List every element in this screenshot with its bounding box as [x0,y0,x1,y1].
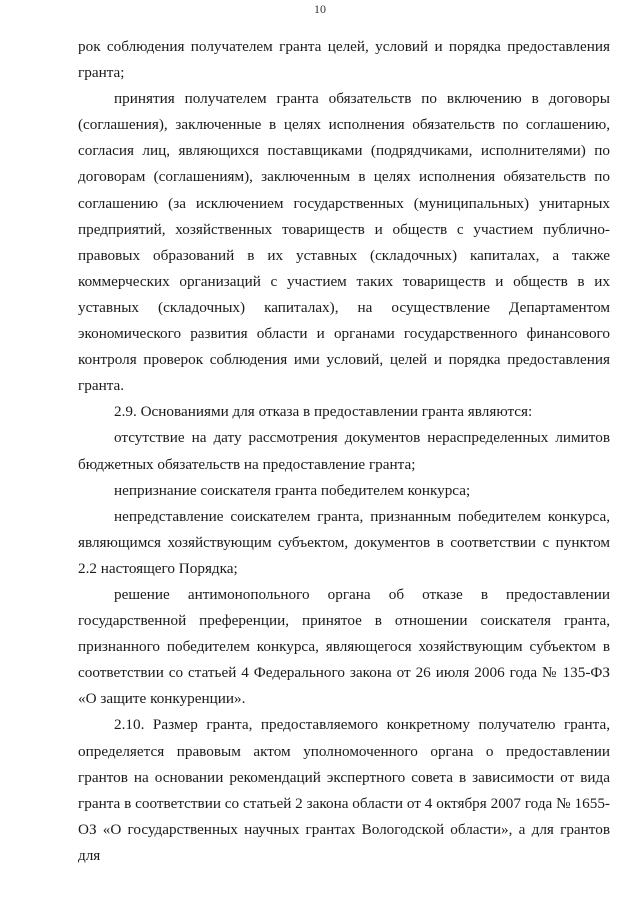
paragraph-1: рок соблюдения получателем гранта целей, условий и порядка предоставления гранта; [78,38,610,82]
paragraph-7: решение антимонопольного органа об отказе в предоставлении государственной преференции, принятое в отношении соискателя гранта, признанного победителем конкурса, являющегося хозяйствующим субъектом в соответствии со статьей 4 Федерального закона от 26 июля 2006 года № 135-ФЗ «О защите конкуренции». [78,585,610,708]
paragraph-4: отсутствие на дату рассмотрения документов нераспределенных лимитов бюджетных обязательств на предоставление гранта; [78,429,610,473]
paragraph-6: непредставление соискателем гранта, признанным победителем конкурса, являющимся хозяйствующим субъектом, документов в соответствии с пунктом 2.2 настоящего Порядка; [78,507,610,577]
document-body [78,34,610,869]
page-number: 10 [314,2,326,16]
paragraph-5: непризнание соискателя гранта победителем конкурса; [114,481,471,499]
paragraph-3: 2.9. Основаниями для отказа в предоставлении гранта являются: [114,403,533,421]
paragraph-2: принятия получателем гранта обязательств по включению в договоры (соглашения), заключенные в целях исполнения обязательств по соглашению, согласия лиц, являющихся поставщиками (подрядчиками, исполнителями) по договорам (соглашениям), заключенным в целях исполнения обязательств по соглашению (за исключением государственных (муниципальных) унитарных предприятий, хозяйственных товариществ и обществ с участием публично-правовых образований в их уставных (складочных) капиталах, а также коммерческих организаций с участием таких товариществ и обществ в их уставных (складочных) капиталах), на осуществление Департаментом экономического развития области и органами государственного финансового контроля проверок соблюдения ими условий, целей и порядка предоставления гранта. [78,90,610,395]
paragraph-8: 2.10. Размер гранта, предоставляемого конкретному получателю гранта, определяется правовым актом уполномоченного органа о предоставлении грантов на основании рекомендаций экспертного совета в зависимости от вида гранта в соответствии со статьей 2 закона области от 4 октября 2007 года № 1655-ОЗ «О государственных научных грантах Вологодской области», а для грантов для [78,716,610,864]
